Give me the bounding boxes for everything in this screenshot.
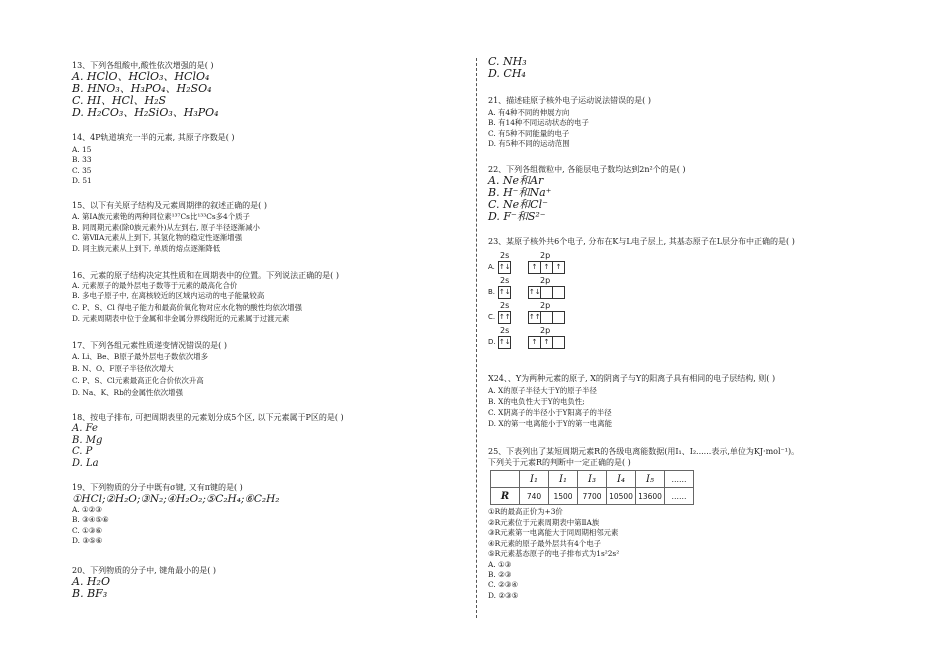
option-b: B. N、O、F原子半径依次增大 [72,364,174,373]
option-d: D. 元素周期表中位于金属和非金属分界线附近的元素属于过渡元素 [72,313,290,323]
label-2s: 2s [500,301,510,310]
table-header-cell [491,471,520,488]
table-cell: …… [665,488,694,505]
option-d: D. CH₄ [488,67,526,80]
question-stem: 23、某原子核外共6个电子, 分布在K与L电子层上, 其基态原子在L层分布中正确的是( ) [488,237,795,246]
orbital-box: ↑ [540,336,553,349]
table-cell: 1500 [549,488,578,505]
label-2s: 2s [500,276,510,285]
statement-item: ④R元素的原子最外层共有4个电子 [488,538,601,548]
question-21 [488,95,908,150]
table-header-cell: I₄ [607,471,636,488]
label-2p: 2p [540,301,551,310]
option-b: B. 33 [72,155,92,165]
label-2p: 2p [540,276,551,285]
molecule-list: ①HCl;②H₂O;③N₂;④H₂O₂;⑤C₂H₄;⑥C₂H₂ [72,493,280,505]
option-d: D. ③⑤⑥ [72,536,103,546]
orbital-option [488,251,908,275]
option-d: D. Na、K、Rb的金属性依次增强 [72,388,183,397]
table-header-cell: I₃ [578,471,607,488]
option-label: A. [488,263,495,271]
option-a: A. Ne和Ar [488,174,544,187]
orbital-box: ↑↓ [528,286,541,299]
option-a: A. 有4种不同的伸展方向 [488,108,570,117]
question-13 [72,60,492,119]
option-a: A. H₂O [72,575,110,588]
table-header-cell: I₁ [520,471,549,488]
option-d: D. F⁻和S²⁻ [488,210,546,223]
question-stem: 13、下列各组酸中,酸性依次增强的是( ) [72,61,214,70]
option-b: B. ②③ [488,569,512,579]
table-header-cell: …… [665,471,694,488]
label-2s: 2s [500,251,510,260]
orbital-box [552,286,565,299]
question-stem: 16、元素的原子结构决定其性质和在周期表中的位置。下列说法正确的是( ) [72,271,339,280]
option-d: D. 51 [72,176,92,186]
statement-item: ③R元素第一电离能大于同周期相邻元素 [488,528,619,537]
question-stem: 18、按电子排布, 可把周期表里的元素划分成5个区, 以下元素属于P区的是( ) [72,413,344,422]
question-19 [72,482,492,547]
orbital-box: ↑↓ [498,261,511,274]
orbital-box: ↑ [552,261,565,274]
orbital-2p [528,311,565,324]
question-stem: 14、4P轨道填充一半的元素, 其原子序数是( ) [72,133,235,142]
statement-item: ①R的最高正价为+3价 [488,507,563,516]
option-b: B. HNO₃、H₃PO₄、H₂SO₄ [72,82,212,95]
option-d: D. X的第一电离能小于Y的第一电离能 [488,419,612,428]
option-a: A. Li、Be、B原子最外层电子数依次增多 [72,352,209,361]
option-d: D. ②③⑤ [488,590,519,600]
orbital-option [488,301,908,325]
option-d: D. 同主族元素从上到下, 单质的熔点逐渐降低 [72,243,221,253]
question-stem-line-2: 下列关于元素R的判断中一定正确的是( ) [488,458,631,467]
orbital-2p [528,336,565,349]
table-row [491,488,694,505]
option-d: D. H₂CO₃、H₂SiO₃、H₃PO₄ [72,106,219,119]
question-stem: 22、下列各组微粒中, 各能层电子数均达到2n²个的是( ) [488,165,686,174]
orbital-2p [528,261,565,274]
orbital-box: ↑↓ [498,336,511,349]
orbital-2s [498,311,511,324]
question-stem: 21、描述硅原子核外电子运动说法错误的是( ) [488,96,651,105]
orbital-2s [498,261,511,274]
question-stem-line-1: 25、下表列出了某短周期元素R的各级电离能数据(用I₁、I₂......表示,单位为KJ·mol⁻¹)。 [488,447,800,456]
option-b: B. X的电负性大于Y的电负性; [488,397,585,406]
option-a: A. ①③ [488,559,512,569]
statement-list [488,507,908,560]
table-cell: 10500 [607,488,636,505]
option-c: C. 35 [72,165,92,175]
question-stem: 15、以下有关原子结构及元素周期律的叙述正确的是( ) [72,201,267,210]
question-20 [72,565,492,600]
label-2p: 2p [540,251,551,260]
option-c: C. NH₃ [488,55,527,68]
option-a: A. 第ⅠA族元素铯的两种同位素¹³⁷Cs比¹³³Cs多4个质子 [72,212,250,221]
option-b: B. 多电子原子中, 在离核较近的区域内运动的电子能量较高 [72,291,265,301]
option-label: B. [488,288,496,296]
statement-item: ②R元素位于元素周期表中第ⅡA族 [488,517,600,527]
option-c: C. 有5种不同能量的电子 [488,128,570,138]
orbital-box [552,336,565,349]
question-stem: 19、下列物质的分子中既有σ键, 又有π键的是( ) [72,483,243,492]
option-a: A. ①②③ [72,505,102,514]
table-header-cell: I₅ [636,471,665,488]
table-cell: 740 [520,488,549,505]
orbital-box: ↑ [528,261,541,274]
orbital-box: ↑ [540,261,553,274]
orbital-box [552,311,565,324]
option-a: A. HClO、HClO₃、HClO₄ [72,70,210,83]
table-cell: 7700 [578,488,607,505]
option-a: A. Fe [72,423,98,434]
orbital-box: ↑↓ [498,286,511,299]
option-b: B. 同周期元素(除0族元素外)从左到右, 原子半径逐渐减小 [72,223,260,232]
table-header-row [491,471,694,488]
option-c: C. ①③⑥ [72,525,102,535]
option-b: B. BF₃ [72,587,108,600]
option-c: C. P、S、Cl元素最高正化合价依次升高 [72,376,204,385]
question-23 [488,236,908,351]
orbital-box: ↑ [528,336,541,349]
option-c: C. 第ⅦA元素从上到下, 其氢化物的稳定性逐渐增强 [72,233,243,243]
option-a: A. 元素原子的最外层电子数等于元素的最高化合价 [72,281,238,290]
question-stem: 17、下列各组元素性质递变情况错误的是( ) [72,341,227,350]
question-14 [72,132,492,187]
label-2p: 2p [540,326,551,335]
table-header-cell: I₁ [549,471,578,488]
label-2s: 2s [500,326,510,335]
orbital-2p [528,286,565,299]
question-22 [488,164,908,223]
option-c: C. HI、HCl、H₂S [72,94,167,107]
orbital-box: ↑↑ [498,311,511,324]
orbital-option [488,326,908,350]
question-25 [488,446,908,601]
option-a: A. 15 [72,145,92,154]
option-d: D. La [72,457,99,469]
option-c: C. Ne和Cl⁻ [488,198,548,211]
question-15 [72,200,492,254]
orbital-2s [498,286,511,299]
option-b: B. ③④⑤⑥ [72,515,109,525]
question-16 [72,270,492,324]
orbital-options [488,251,908,350]
option-c: C. X阴离子的半径小于Y阳离子的半径 [488,408,612,417]
question-24 [488,372,908,429]
option-c: C. P [72,446,93,457]
option-label: D. [488,338,496,346]
question-stem: X24、、Y为两种元素的原子, X的阴离子与Y的阳离子具有相同的电子层结构, 则( ) [488,374,776,383]
option-a: A. X的原子半径大于Y的原子半径 [488,386,597,395]
option-label: C. [488,313,496,321]
option-c: C. ②③④ [488,580,518,590]
table-cell: R [491,488,520,505]
table-cell: 13600 [636,488,665,505]
statement-item: ⑤R元素基态原子的电子排布式为1s²2s² [488,549,620,558]
orbital-2s [498,336,511,349]
option-c: C. P、S、Cl 得电子能力和最高价氧化物对应水化物的酸性均依次增强 [72,302,303,312]
option-d: D. 有5种不同的运动范围 [488,139,570,149]
orbital-option [488,276,908,300]
ionization-energy-table [490,470,694,505]
question-stem: 20、下列物质的分子中, 键角最小的是( ) [72,566,217,575]
orbital-box: ↑↑ [528,311,541,324]
option-b: B. 有14种不同运动状态的电子 [488,118,589,128]
question-18 [72,412,492,469]
option-b: B. Mg [72,434,103,446]
question-20-continued [488,56,908,80]
option-b: B. H⁻和Na⁺ [488,186,552,199]
question-17 [72,340,492,399]
